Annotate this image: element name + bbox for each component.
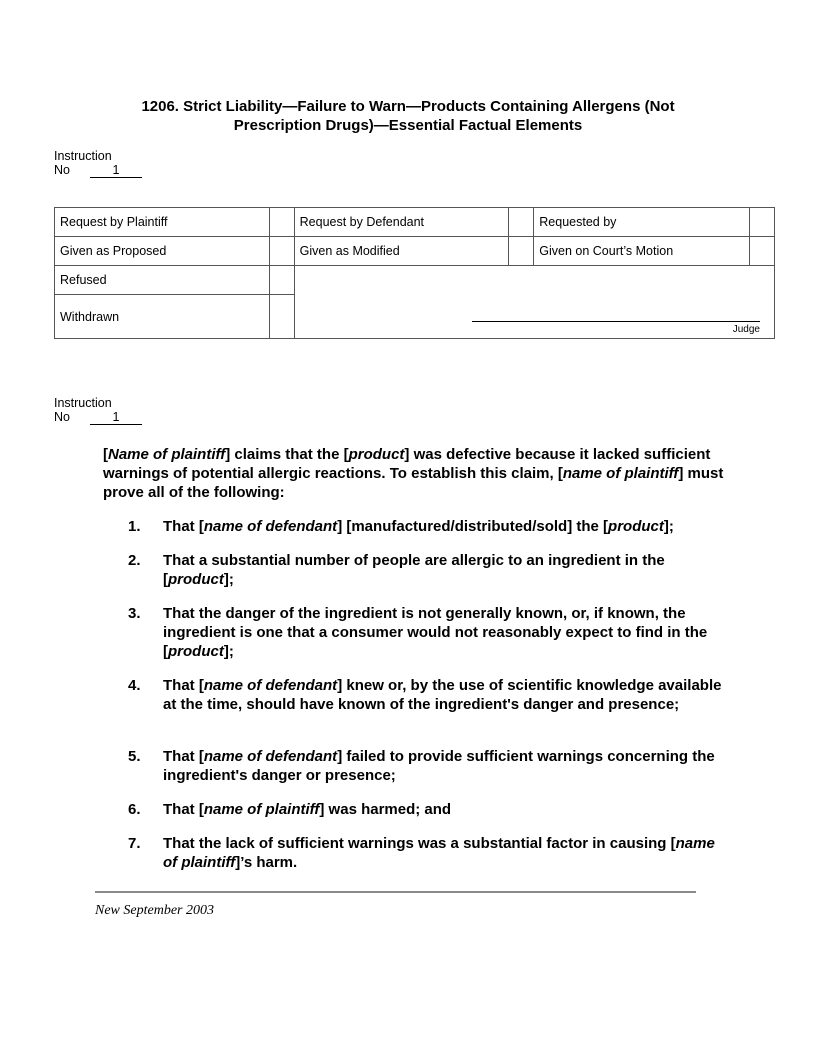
given-as-modified-checkbox[interactable] [509,237,534,266]
placeholder-text: name of defendant [203,677,338,694]
text-segment: ] failed to provide sufficient warnings concerning the ingredient's danger or presence; [163,748,715,784]
withdrawn-checkbox[interactable] [269,295,294,339]
request-by-defendant-checkbox[interactable] [509,208,534,237]
text-segment: ] was harmed; and [319,801,452,818]
text-segment: ] knew or, by the use of scientific knowledge available at the time, should have known of the ingredient's danger and presence; [163,677,722,713]
instruction-label: Instruction [54,396,112,410]
placeholder-text: name of plaintiff [562,465,679,482]
placeholder-text: Name of plaintiff [108,446,226,463]
revision-note: New September 2003 [95,903,214,918]
element-item [128,834,728,872]
text-segment: ] [manufactured/distributed/sold] the [ [337,518,609,535]
element-text [163,676,728,714]
text-segment: That [ [163,518,204,535]
refused-checkbox[interactable] [269,266,294,295]
element-item [128,551,728,589]
instruction-number-block [54,149,142,178]
placeholder-text: product [168,571,224,588]
text-segment: That the danger of the ingredient is not generally known, or, if known, the ingredient is one that a consumer would not reasonably expect to find in the [ [163,605,708,660]
element-number: 3. [128,605,141,622]
element-text [163,551,728,589]
judge-signature-cell [294,266,774,339]
element-text [163,834,728,872]
instruction-number: 1 [90,164,142,178]
element-number: 7. [128,835,141,852]
placeholder-text: name of plaintiff [203,801,320,818]
text-segment: [ [103,446,108,463]
placeholder-text: name of defendant [203,748,338,765]
title-line-2: Prescription Drugs)—Essential Factual Elements [233,117,583,134]
element-number: 5. [128,748,141,765]
placeholder-text: name of defendant [203,518,338,535]
element-number: 2. [128,552,141,569]
text-segment: That [ [163,677,204,694]
placeholder-text: name of plaintiff [163,835,715,871]
text-segment: That [ [163,801,204,818]
text-segment: ]; [223,571,234,588]
element-number: 6. [128,801,141,818]
text-segment: ] claims that the [ [225,446,349,463]
no-label: No [54,410,70,424]
given-as-modified-label: Given as Modified [294,237,509,266]
request-by-defendant-label: Request by Defendant [294,208,509,237]
requested-by-label: Requested by [534,208,750,237]
text-segment: ]; [663,518,674,535]
element-text [163,800,728,819]
instruction-label: Instruction [54,149,112,163]
element-text [163,517,728,536]
element-item [128,604,728,661]
request-by-plaintiff-label: Request by Plaintiff [55,208,270,237]
element-number: 4. [128,677,141,694]
element-item [128,517,728,536]
text-segment: ] must prove all of the following: [103,465,724,501]
element-item [128,800,728,819]
element-text [163,604,728,661]
text-segment: That a substantial number of people are allergic to an ingredient in the [ [163,552,665,588]
element-number: 1. [128,518,141,535]
instruction-title [100,97,716,135]
withdrawn-label: Withdrawn [55,295,270,339]
given-on-courts-motion-label: Given on Court’s Motion [534,237,750,266]
text-segment: ]; [223,643,234,660]
placeholder-text: product [168,643,224,660]
request-table [54,207,775,339]
no-label: No [54,163,70,177]
text-segment: That [ [163,748,204,765]
title-line-1: 1206. Strict Liability—Failure to Warn—Products Containing Allergens (Not [141,98,675,115]
instruction-number: 1 [90,411,142,425]
text-segment: ] was defective because it lacked sufficient warnings of potential allergic reactions. To establish this claim, [ [103,446,711,482]
judge-signature-line[interactable] [472,321,760,322]
element-item [128,747,728,785]
given-as-proposed-checkbox[interactable] [269,237,294,266]
refused-label: Refused [55,266,270,295]
element-text [163,747,728,785]
text-segment: That the lack of sufficient warnings was a substantial factor in causing [ [163,835,676,852]
given-on-courts-motion-checkbox[interactable] [750,237,775,266]
text-segment: ]’s harm. [235,854,298,871]
given-as-proposed-label: Given as Proposed [55,237,270,266]
footer-divider [95,891,696,893]
intro-paragraph [103,445,743,502]
judge-label: Judge [732,324,760,335]
element-item [128,676,728,714]
requested-by-checkbox[interactable] [750,208,775,237]
placeholder-text: product [348,446,405,463]
instruction-number-block-2 [54,396,142,425]
request-by-plaintiff-checkbox[interactable] [269,208,294,237]
placeholder-text: product [608,518,664,535]
